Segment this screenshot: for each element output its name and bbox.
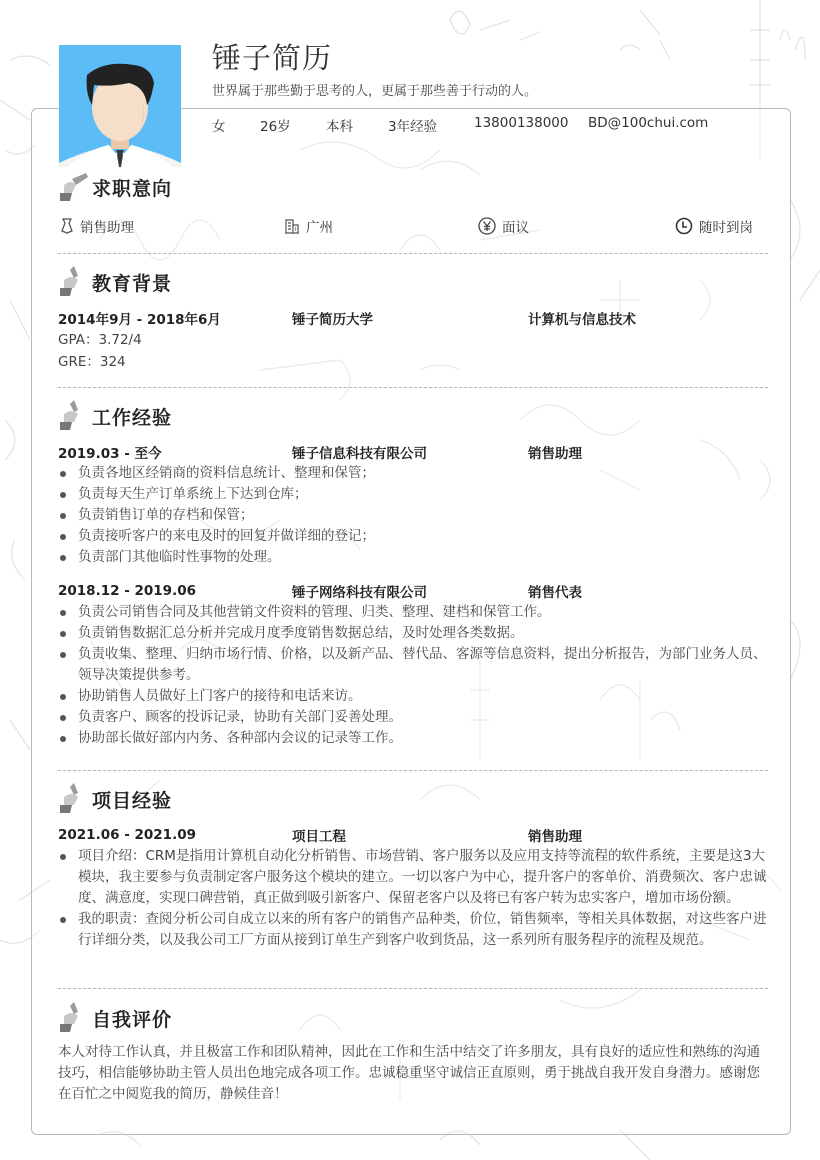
- pen-hand-icon: [58, 266, 90, 298]
- experience: 3年经验: [388, 119, 438, 135]
- male-avatar-icon: [59, 45, 181, 167]
- motto: 世界属于那些勤于思考的人，更属于那些善于行动的人。: [212, 84, 538, 99]
- section-divider: [58, 387, 768, 388]
- self-evaluation-text: 本人对待工作认真，并且极富工作和团队精神，因此在工作和生活中结交了许多朋友，具有良好的适应性和熟练的沟通技巧，相信能够协助主管人员出色地完成各项工作。忠诚稳重坚守诚信正直原则，勇于挑战自我开发自身潜力。感谢您在百忙之中阅览我的简历，静候佳音！: [58, 1044, 760, 1102]
- resume-title: 锤子简历: [212, 41, 333, 75]
- job-duties: [58, 463, 770, 568]
- company-name: 锤子信息科技有限公司: [292, 446, 427, 462]
- list-item: 负责每天生产订单系统上下达到仓库；: [58, 484, 770, 505]
- job-row: [58, 580, 770, 602]
- job-period: 2019.03 - 至今: [58, 446, 162, 462]
- intent-city: 广州: [284, 216, 333, 236]
- age: 26岁: [260, 119, 291, 135]
- list-item: 负责客户、顾客的投诉记录，协助有关部门妥善处理。: [58, 707, 770, 728]
- job-role: 销售助理: [528, 446, 582, 462]
- section-title: 求职意向: [92, 177, 173, 200]
- list-item: 协助部长做好部内内务、各种部内会议的记录等工作。: [58, 728, 770, 749]
- list-item: 负责公司销售合同及其他营销文件资料的管理、归类、整理、建档和保管工作。: [58, 602, 770, 623]
- job-row: [58, 441, 770, 463]
- intent-salary: 面议: [478, 216, 529, 236]
- building-icon: [284, 218, 300, 234]
- gender: 女: [212, 119, 226, 135]
- clock-icon: [675, 217, 693, 235]
- job-period: 2018.12 - 2019.06: [58, 583, 196, 599]
- list-item: 负责销售数据汇总分析并完成月度季度销售数据总结，及时处理各类数据。: [58, 623, 770, 644]
- email: BD@100chui.com: [588, 115, 709, 131]
- pen-hand-icon: [58, 1002, 90, 1034]
- gre: GRE：324: [58, 354, 126, 370]
- section-title: 项目经验: [92, 789, 173, 812]
- list-item: 项目介绍：CRM是指用计算机自动化分析销售、市场营销、客户服务以及应用支持等流程的软件系统，主要是这3大模块，我主要参与负责制定客户服务这个模块的建立。一切以客户为中心，提升客户的客单价、消费频次、客户忠诚度、满意度，实现口碑营销，真正做到吸引新客户、保留老客户以及将已有客户转为忠实客户，增加市场份额。: [58, 846, 770, 909]
- intent-position: 销售助理: [60, 216, 134, 236]
- section-job-intent: [58, 170, 770, 204]
- project-role: 销售助理: [528, 829, 582, 845]
- section-divider: [58, 253, 768, 254]
- phone: 13800138000: [474, 115, 569, 131]
- school-name: 锤子简历大学: [292, 312, 373, 328]
- gpa: GPA：3.72/4: [58, 332, 142, 348]
- list-item: 负责接听客户的来电及时的回复并做详细的登记；: [58, 526, 770, 547]
- list-item: 负责收集、整理、归纳市场行情、价格，以及新产品、替代品、客源等信息资料，提出分析报告，为部门业务人员、领导决策提供参考。: [58, 644, 770, 686]
- education-period: 2014年9月 - 2018年6月: [58, 312, 221, 328]
- section-project-experience: [58, 782, 770, 951]
- section-education: [58, 265, 770, 373]
- section-divider: [58, 988, 768, 989]
- yen-icon: [478, 217, 496, 235]
- section-work-experience: [58, 399, 770, 749]
- project-row: [58, 824, 770, 846]
- job-intent-row: [60, 216, 760, 236]
- avatar: [59, 45, 181, 167]
- section-divider: [58, 770, 768, 771]
- pen-hand-icon: [58, 400, 90, 432]
- tie-icon: [60, 218, 74, 234]
- intent-availability: 随时到岗: [675, 216, 753, 236]
- list-item: 负责各地区经销商的资料信息统计、整理和保管；: [58, 463, 770, 484]
- personal-info-row: [212, 115, 708, 135]
- list-item: 负责销售订单的存档和保管；: [58, 505, 770, 526]
- major: 计算机与信息技术: [528, 312, 636, 328]
- list-item: 协助销售人员做好上门客户的接待和电话来访。: [58, 686, 770, 707]
- project-name: 项目工程: [292, 829, 346, 845]
- section-title: 自我评价: [92, 1008, 173, 1031]
- project-details: [58, 846, 770, 951]
- section-title: 教育背景: [92, 272, 173, 295]
- education-row: [58, 307, 770, 329]
- list-item: 我的职责：查阅分析公司自成立以来的所有客户的销售产品种类，价位，销售频率，等相关具体数据，对这些客户进行详细分类，以及我公司工厂方面从接到订单生产到客户收到货品，这一系列所有服务程序的流程及规范。: [58, 909, 770, 951]
- job-role: 销售代表: [528, 585, 582, 601]
- degree: 本科: [326, 119, 353, 135]
- project-period: 2021.06 - 2021.09: [58, 827, 196, 843]
- pen-hand-icon: [58, 171, 90, 203]
- pen-hand-icon: [58, 783, 90, 815]
- section-title: 工作经验: [92, 406, 173, 429]
- section-self-evaluation: [58, 1001, 770, 1105]
- job-duties: [58, 602, 770, 749]
- company-name: 锤子网络科技有限公司: [292, 585, 427, 601]
- list-item: 负责部门其他临时性事物的处理。: [58, 547, 770, 568]
